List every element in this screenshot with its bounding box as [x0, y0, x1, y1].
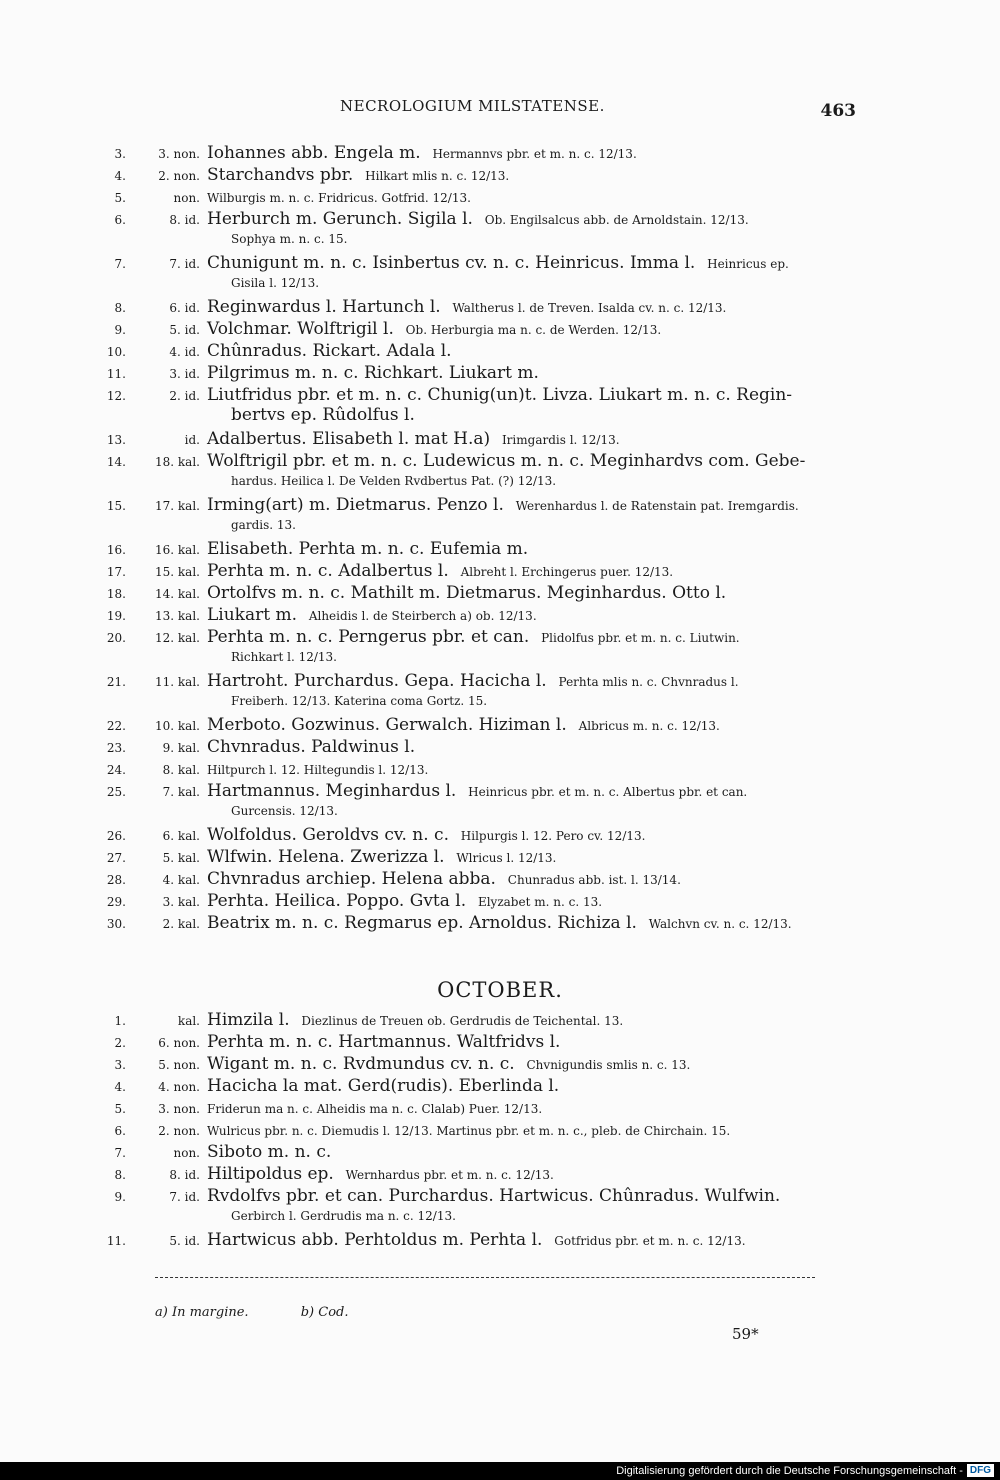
entry-main-names: Elisabeth. Perhta m. n. c. Eufemia m.: [207, 539, 529, 559]
entry-main-names: Hacicha la mat. Gerd(rudis). Eberlinda l.: [207, 1076, 560, 1096]
entry-day: 5.: [114, 1102, 126, 1116]
entry-added-names: Ob. Engilsalcus abb. de Arnoldstain. 12/13.: [480, 213, 749, 227]
entry-main-names: Chvnradus archiep. Helena abba.: [207, 869, 496, 889]
entry-day: 18.: [106, 587, 126, 601]
entry-continuation: Sophya m. n. c. 15.: [231, 232, 348, 246]
entry-added-names: Wlricus l. 12/13.: [452, 851, 557, 865]
entry-roman-date: 2. non.: [158, 169, 200, 183]
footnotes: [155, 1305, 396, 1320]
entry-text: [207, 1009, 867, 1032]
entry-day: 26.: [106, 829, 126, 843]
entry-main-names: Herburch m. Gerunch. Sigila l.: [207, 209, 473, 229]
entry-day: 5.: [114, 191, 126, 205]
running-title: NECROLOGIUM MILSTATENSE.: [340, 97, 605, 115]
running-head: [0, 97, 1000, 121]
entry-main-names: Merboto. Gozwinus. Gerwalch. Hiziman l.: [207, 715, 567, 735]
entry-text: [207, 714, 867, 737]
entry-text: [207, 384, 867, 425]
entry-day: 11.: [106, 367, 126, 381]
footnote-divider: [155, 1277, 815, 1278]
entry-main-names: Adalbertus. Elisabeth l. mat H.a): [207, 429, 491, 449]
entry-main-names: Liutfridus pbr. et m. n. c. Chunig(un)t. Livza. Liukart m. n. c. Regin-: [207, 385, 793, 405]
entry-roman-date: 2. non.: [158, 1124, 200, 1138]
entry-main-names: Pilgrimus m. n. c. Richkart. Liukart m.: [207, 363, 539, 383]
entry-main-names: Perhta. Heilica. Poppo. Gvta l.: [207, 891, 467, 911]
entry-main-names: Siboto m. n. c.: [207, 1142, 332, 1162]
entry-roman-date: 15. kal.: [155, 565, 200, 579]
entry-main-names: Wlfwin. Helena. Zwerizza l.: [207, 847, 445, 867]
entry-added-names: Chvnigundis smlis n. c. 13.: [522, 1058, 691, 1072]
entry-added-names: Albreht l. Erchingerus puer. 12/13.: [456, 565, 674, 579]
entry-roman-date: 4. id.: [169, 345, 200, 359]
entry-roman-date: 3. non.: [158, 147, 200, 161]
entry-added-names: Wernhardus pbr. et m. n. c. 12/13.: [341, 1168, 554, 1182]
entry-continuation: Gerbirch l. Gerdrudis ma n. c. 12/13.: [231, 1209, 456, 1223]
entry-roman-date: 16. kal.: [155, 543, 200, 557]
entry-text: [207, 252, 867, 290]
entry-roman-date: 6. kal.: [162, 829, 200, 843]
entry-text: [207, 1163, 867, 1186]
entry-day: 17.: [106, 565, 126, 579]
footnote-a: a) In margine.: [155, 1305, 249, 1320]
entry-roman-date: 7. id.: [169, 1190, 200, 1204]
entry-text: [207, 1097, 867, 1120]
entry-day: 24.: [106, 763, 126, 777]
entry-added-names: Ob. Herburgia ma n. c. de Werden. 12/13.: [401, 323, 662, 337]
footnote-b: b) Cod.: [300, 1305, 349, 1320]
entry-day: 28.: [106, 873, 126, 887]
entry-day: 4.: [114, 1080, 126, 1094]
entry-added-names: Chunradus abb. ist. l. 13/14.: [503, 873, 681, 887]
entry-roman-date: 3. kal.: [162, 895, 200, 909]
entry-added-names: Plidolfus pbr. et m. n. c. Liutwin.: [537, 631, 740, 645]
entry-text: [207, 1185, 867, 1223]
entry-roman-date: 5. kal.: [162, 851, 200, 865]
entry-added-names: Hermannvs pbr. et m. n. c. 12/13.: [428, 147, 637, 161]
entry-day: 14.: [106, 455, 126, 469]
entry-main-names: Wolfoldus. Geroldvs cv. n. c.: [207, 825, 449, 845]
entry-roman-date: 4. non.: [158, 1080, 200, 1094]
entry-day: 7.: [114, 257, 126, 271]
entry-roman-date: 10. kal.: [155, 719, 200, 733]
entry-added-names: Hilkart mlis n. c. 12/13.: [361, 169, 510, 183]
entry-day: 25.: [106, 785, 126, 799]
entry-day: 3.: [114, 147, 126, 161]
entry-roman-date: 4. kal.: [162, 873, 200, 887]
entry-day: 19.: [106, 609, 126, 623]
entry-day: 30.: [106, 917, 126, 931]
entry-added-names: Heinricus pbr. et m. n. c. Albertus pbr. et can.: [464, 785, 748, 799]
entry-added-names: Alheidis l. de Steirberch a) ob. 12/13.: [305, 609, 537, 623]
entry-day: 13.: [106, 433, 126, 447]
entry-day: 12.: [106, 389, 126, 403]
entry-added-names: Hiltpurch l. 12. Hiltegundis l. 12/13.: [207, 763, 429, 777]
entry-text: [207, 362, 867, 384]
entry-text: [207, 208, 867, 246]
entry-main-names: Volchmar. Wolftrigil l.: [207, 319, 394, 339]
entry-day: 9.: [114, 323, 126, 337]
entry-roman-date: kal.: [177, 1014, 200, 1028]
entry-continuation: bertvs ep. Rûdolfus l.: [231, 405, 415, 425]
entry-added-names: Walchvn cv. n. c. 12/13.: [644, 917, 792, 931]
entry-day: 9.: [114, 1190, 126, 1204]
entry-main-names: Perhta m. n. c. Adalbertus l.: [207, 561, 449, 581]
entry-text: [207, 736, 867, 758]
entry-roman-date: 17. kal.: [155, 499, 200, 513]
entry-added-names: Perhta mlis n. c. Chvnradus l.: [554, 675, 739, 689]
entry-added-names: Waltherus l. de Treven. Isalda cv. n. c. 12/13.: [448, 301, 727, 315]
entry-text: [207, 1031, 867, 1053]
entry-roman-date: 5. id.: [169, 1234, 200, 1248]
entry-text: [207, 560, 867, 583]
entry-main-names: Hartwicus abb. Perhtoldus m. Perhta l.: [207, 1230, 543, 1250]
entry-text: [207, 296, 867, 319]
entry-text: [207, 1141, 867, 1163]
entry-added-names: Wulricus pbr. n. c. Diemudis l. 12/13. Martinus pbr. et m. n. c., pleb. de Chirchain. 15.: [207, 1124, 731, 1138]
entry-main-names: Wolftrigil pbr. et m. n. c. Ludewicus m. n. c. Meginhardvs com. Gebe-: [207, 451, 806, 471]
entry-continuation: gardis. 13.: [231, 518, 296, 532]
entry-added-names: Heinricus ep.: [703, 257, 789, 271]
entry-roman-date: 7. id.: [169, 257, 200, 271]
entry-day: 8.: [114, 301, 126, 315]
entry-text: [207, 780, 867, 818]
entry-text: [207, 428, 867, 451]
entry-text: [207, 670, 867, 708]
entry-text: [207, 186, 867, 209]
entry-day: 4.: [114, 169, 126, 183]
entry-main-names: Wigant m. n. c. Rvdmundus cv. n. c.: [207, 1054, 515, 1074]
entry-text: [207, 164, 867, 187]
entry-added-names: Hilpurgis l. 12. Pero cv. 12/13.: [456, 829, 646, 843]
entry-roman-date: 7. kal.: [162, 785, 200, 799]
entry-main-names: Hartmannus. Meginhardus l.: [207, 781, 457, 801]
entry-roman-date: 6. id.: [169, 301, 200, 315]
entry-added-names: Irimgardis l. 12/13.: [498, 433, 620, 447]
entry-day: 6.: [114, 1124, 126, 1138]
entry-continuation: Freiberh. 12/13. Katerina coma Gortz. 15.: [231, 694, 488, 708]
dfg-footer-bar: [616, 1464, 994, 1477]
entry-day: 2.: [114, 1036, 126, 1050]
entry-day: 29.: [106, 895, 126, 909]
entry-day: 1.: [114, 1014, 126, 1028]
entry-main-names: Iohannes abb. Engela m.: [207, 143, 421, 163]
entry-main-names: Reginwardus l. Hartunch l.: [207, 297, 441, 317]
entry-main-names: Chûnradus. Rickart. Adala l.: [207, 341, 452, 361]
entry-main-names: Perhta m. n. c. Perngerus pbr. et can.: [207, 627, 530, 647]
entry-text: [207, 538, 867, 560]
entry-text: [207, 758, 867, 781]
entry-main-names: Rvdolfvs pbr. et can. Purchardus. Hartwicus. Chûnradus. Wulfwin.: [207, 1186, 781, 1206]
entry-main-names: Ortolfvs m. n. c. Mathilt m. Dietmarus. Meginhardus. Otto l.: [207, 583, 727, 603]
entry-roman-date: 8. kal.: [162, 763, 200, 777]
entry-text: [207, 340, 867, 362]
entry-day: 7.: [114, 1146, 126, 1160]
entry-main-names: Perhta m. n. c. Hartmannus. Waltfridvs l.: [207, 1032, 561, 1052]
entry-roman-date: 3. id.: [169, 367, 200, 381]
entry-text: [207, 626, 867, 664]
entry-main-names: Chunigunt m. n. c. Isinbertus cv. n. c. Heinricus. Imma l.: [207, 253, 696, 273]
entry-day: 22.: [106, 719, 126, 733]
entry-main-names: Chvnradus. Paldwinus l.: [207, 737, 416, 757]
entry-main-names: Himzila l.: [207, 1010, 290, 1030]
entry-roman-date: 9. kal.: [162, 741, 200, 755]
entry-roman-date: 6. non.: [158, 1036, 200, 1050]
entry-text: [207, 604, 867, 627]
entry-text: [207, 868, 867, 891]
entry-roman-date: 2. kal.: [162, 917, 200, 931]
entry-roman-date: 8. id.: [169, 1168, 200, 1182]
entry-roman-date: 5. non.: [158, 1058, 200, 1072]
entry-roman-date: non.: [173, 191, 200, 205]
entry-roman-date: 12. kal.: [155, 631, 200, 645]
entry-roman-date: 8. id.: [169, 213, 200, 227]
entry-main-names: Irming(art) m. Dietmarus. Penzo l.: [207, 495, 504, 515]
dfg-logo: DFG: [967, 1464, 994, 1477]
entry-text: [207, 1075, 867, 1097]
entry-text: [207, 582, 867, 604]
entry-added-names: Diezlinus de Treuen ob. Gerdrudis de Teichental. 13.: [297, 1014, 624, 1028]
entry-roman-date: 2. id.: [169, 389, 200, 403]
entry-main-names: Starchandvs pbr.: [207, 165, 354, 185]
entry-day: 11.: [106, 1234, 126, 1248]
entry-text: [207, 1119, 867, 1142]
entry-main-names: Beatrix m. n. c. Regmarus ep. Arnoldus. Richiza l.: [207, 913, 637, 933]
entry-day: 20.: [106, 631, 126, 645]
entry-continuation: Gisila l. 12/13.: [231, 276, 320, 290]
entry-text: [207, 494, 867, 532]
entry-continuation: hardus. Heilica l. De Velden Rvdbertus Pat. (?) 12/13.: [231, 474, 557, 488]
entry-added-names: Gotfridus pbr. et m. n. c. 12/13.: [550, 1234, 746, 1248]
entry-day: 15.: [106, 499, 126, 513]
entry-roman-date: 13. kal.: [155, 609, 200, 623]
entry-text: [207, 142, 867, 165]
entry-day: 8.: [114, 1168, 126, 1182]
entry-day: 3.: [114, 1058, 126, 1072]
signature-mark: 59*: [732, 1325, 759, 1343]
month-heading: OCTOBER.: [437, 978, 563, 1002]
entry-roman-date: non.: [173, 1146, 200, 1160]
entry-main-names: Liukart m.: [207, 605, 297, 625]
entry-roman-date: 18. kal.: [155, 455, 200, 469]
entry-roman-date: 3. non.: [158, 1102, 200, 1116]
entry-day: 6.: [114, 213, 126, 227]
entry-continuation: Richkart l. 12/13.: [231, 650, 337, 664]
entry-main-names: Hartroht. Purchardus. Gepa. Hacicha l.: [207, 671, 547, 691]
entry-text: [207, 318, 867, 341]
entry-text: [207, 1053, 867, 1076]
entry-text: [207, 912, 867, 935]
entry-added-names: Friderun ma n. c. Alheidis ma n. c. Clalab) Puer. 12/13.: [207, 1102, 543, 1116]
entry-text: [207, 1229, 867, 1252]
entry-main-names: Hiltipoldus ep.: [207, 1164, 334, 1184]
entry-added-names: Elyzabet m. n. c. 13.: [474, 895, 603, 909]
entry-day: 27.: [106, 851, 126, 865]
entry-day: 21.: [106, 675, 126, 689]
entry-text: [207, 890, 867, 913]
entry-day: 10.: [106, 345, 126, 359]
entry-added-names: Wilburgis m. n. c. Fridricus. Gotfrid. 12/13.: [207, 191, 471, 205]
dfg-footer-text: Digitalisierung gefördert durch die Deutsche Forschungsgemeinschaft -: [616, 1464, 963, 1477]
entry-roman-date: 14. kal.: [155, 587, 200, 601]
entry-added-names: Werenhardus l. de Ratenstain pat. Iremgardis.: [511, 499, 799, 513]
entry-day: 23.: [106, 741, 126, 755]
entry-added-names: Albricus m. n. c. 12/13.: [574, 719, 720, 733]
entry-text: [207, 450, 867, 488]
entry-continuation: Gurcensis. 12/13.: [231, 804, 338, 818]
entry-text: [207, 846, 867, 869]
entry-roman-date: 5. id.: [169, 323, 200, 337]
entry-day: 16.: [106, 543, 126, 557]
entry-roman-date: id.: [184, 433, 200, 447]
entry-text: [207, 824, 867, 847]
entry-roman-date: 11. kal.: [155, 675, 200, 689]
page-number: 463: [820, 101, 856, 121]
